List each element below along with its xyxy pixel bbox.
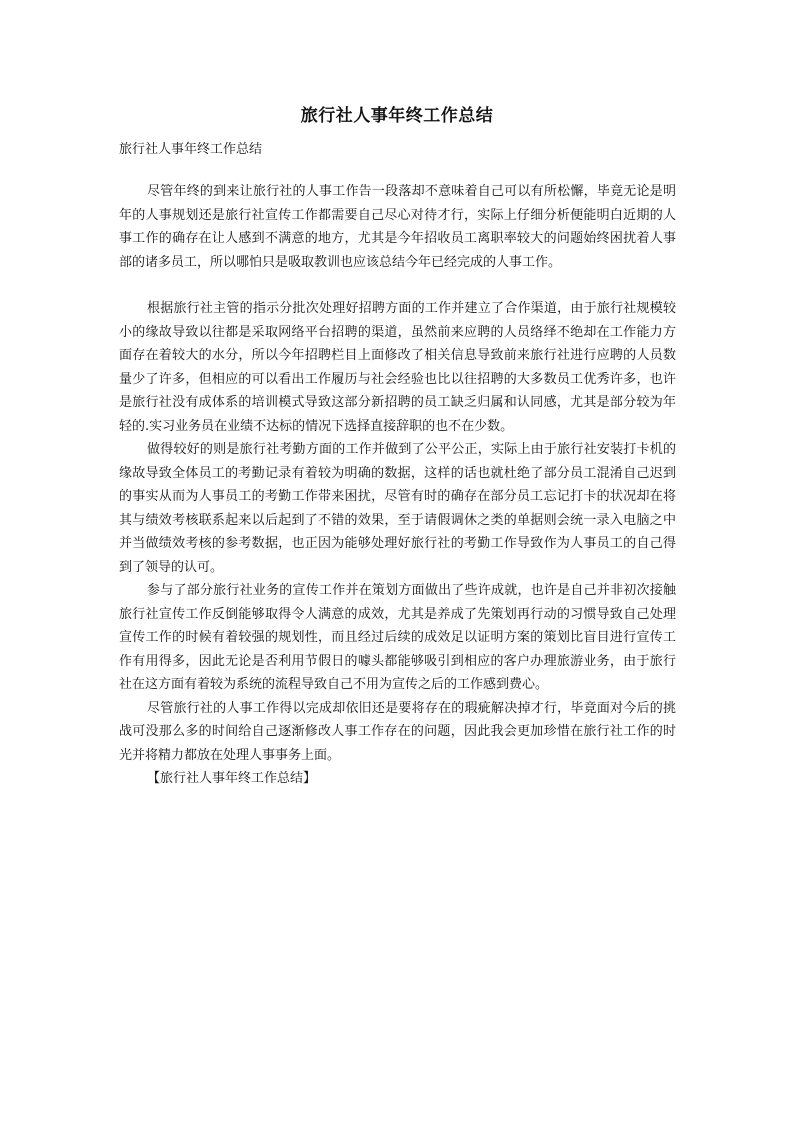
- paragraph-intro: 尽管年终的到来让旅行社的人事工作告一段落却不意味着自己可以有所松懈，毕竟无论是明年的人事规划还是旅行社宣传工作都需要自己尽心对待才行，实际上仔细分析便能明白近期的人事工作的确存在让人感到不满意的地方，尤其是今年招收员工离职率较大的问题始终困扰着人事部的诸多员工，所以哪怕只是吸取教训也应该总结今年已经完成的人事工作。: [119, 184, 676, 270]
- paragraph-promotion: 参与了部分旅行社业务的宣传工作并在策划方面做出了些许成就，也许是自己并非初次接触旅行社宣传工作反倒能够取得令人满意的成效，尤其是养成了先策划再行动的习惯导致自己处理宣传工作的时候有着较强的规划性，而且经过后续的成效足以证明方案的策划比盲目进行宣传工作有用得多，因此无论是否利用节假日的噱头都能够吸引到相应的客户办理旅游业务，由于旅行社在这方面有着较为系统的流程导致自己不用为宣传之后的工作感到费心。: [119, 583, 676, 692]
- paragraph-conclusion: 尽管旅行社的人事工作得以完成却依旧还是要将存在的瑕疵解决掉才行，毕竟面对今后的挑战可没那么多的时间给自己逐渐修改人事工作存在的问题，因此我会更加珍惜在旅行社工作的时光并将精力都放在处理人事事务上面。: [119, 700, 676, 763]
- document-body: [119, 180, 676, 791]
- paragraph-attendance: 做得较好的则是旅行社考勤方面的工作并做到了公平公正，实际上由于旅行社安装打卡机的缘故导致全体员工的考勤记录有着较为明确的数据，这样的话也就杜绝了部分员工混淆自己迟到的事实从而为人事员工的考勤工作带来困扰，尽管有时的确存在部分员工忘记打卡的状况却在将其与绩效考核联系起来以后起到了不错的效果，至于请假调休之类的单据则会统一录入电脑之中并当做绩效考核的参考数据，也正因为能够处理好旅行社的考勤工作导致作为人事员工的自己得到了领导的认可。: [119, 442, 676, 575]
- document-title: 旅行社人事年终工作总结: [300, 106, 494, 126]
- document-subtitle: 旅行社人事年终工作总结: [119, 142, 263, 157]
- paragraph-recruitment: 根据旅行社主管的指示分批次处理好招聘方面的工作并建立了合作渠道，由于旅行社规模较小的缘故导致以往都是采取网络平台招聘的渠道，虽然前来应聘的人员络绎不绝却在工作能力方面存在着较大的水分，所以今年招聘栏目上面修改了相关信息导致前来旅行社进行应聘的人员数量少了许多，但相应的可以看出工作履历与社会经验也比以往招聘的大多数员工优秀许多，也许是旅行社没有成体系的培训模式导致这部分新招聘的员工缺乏归属和认同感，尤其是部分较为年轻的.实习业务员在业绩不达标的情况下选择直接辞职的也不在少数。: [119, 301, 676, 434]
- footer-tag: 【旅行社人事年终工作总结】: [147, 771, 317, 786]
